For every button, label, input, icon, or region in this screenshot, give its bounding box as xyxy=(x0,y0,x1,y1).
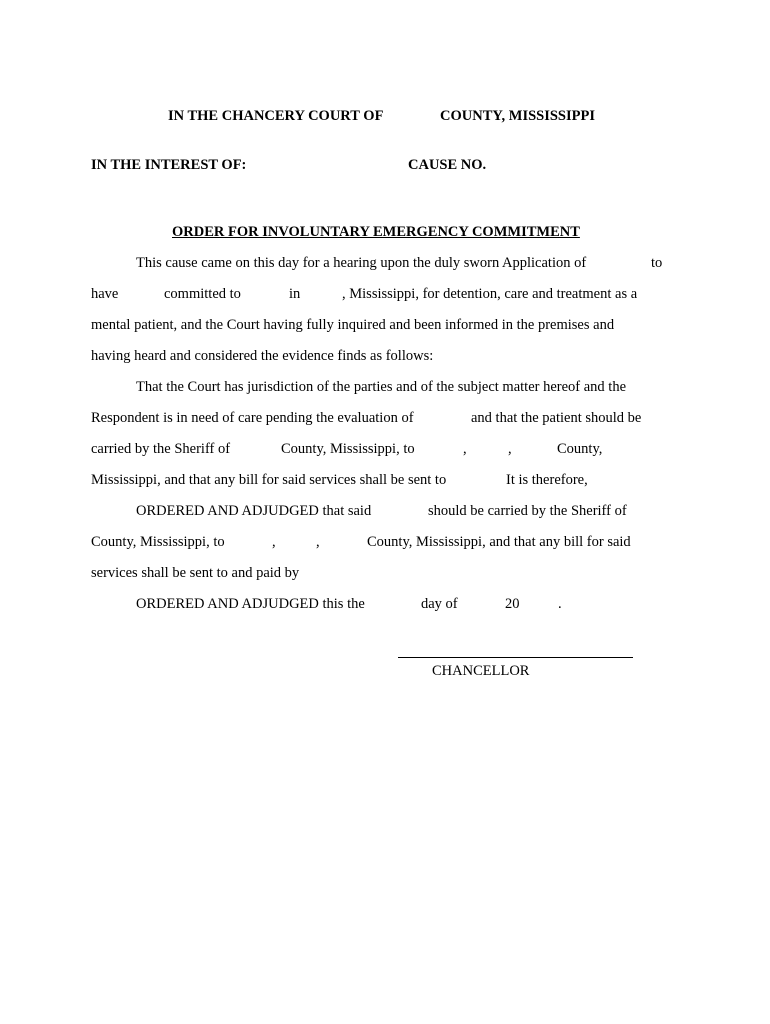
p2-line2-rest: and that the patient should be xyxy=(471,410,642,426)
p3-line2-rest: County, Mississippi, and that any bill for said xyxy=(367,534,631,550)
p1-line2-in: in xyxy=(289,286,301,302)
p1-line2-committed: committed to xyxy=(164,286,241,302)
p1-line1-to: to xyxy=(651,255,663,271)
p4-day-of: day of xyxy=(421,596,458,612)
p4-period: . xyxy=(558,596,562,612)
p3-line1-text: ORDERED AND ADJUDGED that said xyxy=(136,503,372,519)
p2-line1: That the Court has jurisdiction of the parties and of the subject matter hereof and the xyxy=(136,379,627,395)
court-heading-right: COUNTY, MISSISSIPPI xyxy=(440,108,595,124)
interest-label: IN THE INTEREST OF: xyxy=(91,157,247,173)
court-heading-left: IN THE CHANCERY COURT OF xyxy=(168,108,384,124)
p2-line3-comma2: , xyxy=(508,441,512,457)
p2-line2-text: Respondent is in need of care pending the evaluation of xyxy=(91,410,414,426)
p4-year-prefix: 20 xyxy=(505,596,520,612)
p2-line4-text: Mississippi, and that any bill for said services shall be sent to xyxy=(91,472,447,488)
p1-line1-text: This cause came on this day for a hearing upon the duly sworn Application of xyxy=(136,255,587,271)
p2-line3-sheriff: carried by the Sheriff of xyxy=(91,441,231,457)
p2-line4-therefore: It is therefore, xyxy=(506,472,588,488)
p1-line3: mental patient, and the Court having fully inquired and been informed in the premises and xyxy=(91,317,615,333)
p1-line2-have: have xyxy=(91,286,119,302)
p2-line3-county: County, Mississippi, to xyxy=(281,441,415,457)
document-title: ORDER FOR INVOLUNTARY EMERGENCY COMMITMENT xyxy=(172,224,580,240)
p2-line3-comma1: , xyxy=(463,441,467,457)
p3-line2-comma2: , xyxy=(316,534,320,550)
p3-line2-comma1: , xyxy=(272,534,276,550)
p4-ordered: ORDERED AND ADJUDGED this the xyxy=(136,596,365,612)
chancellor-label: CHANCELLOR xyxy=(432,663,530,679)
p1-line2-rest: , Mississippi, for detention, care and treatment as a xyxy=(342,286,638,302)
p3-line2-county: County, Mississippi, to xyxy=(91,534,225,550)
cause-number-label: CAUSE NO. xyxy=(408,157,487,173)
p2-line3-county2: County, xyxy=(557,441,603,457)
p1-line4: having heard and considered the evidence finds as follows: xyxy=(91,348,434,364)
p3-line3: services shall be sent to and paid by xyxy=(91,565,300,581)
signature-line xyxy=(398,657,633,658)
p3-line1-rest: should be carried by the Sheriff of xyxy=(428,503,627,519)
